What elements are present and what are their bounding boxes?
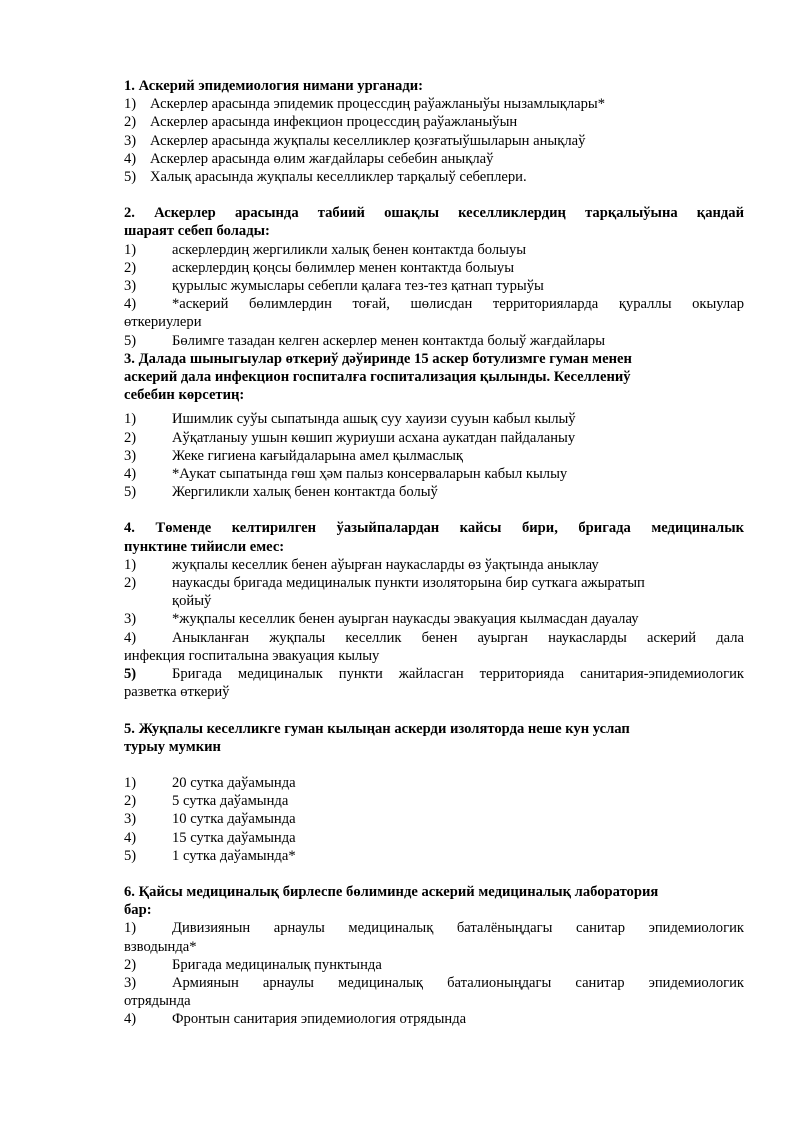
option-text: аскерлердиң жергиликли халық бенен контактда болыуы [172,241,527,258]
option-text: Аныкланған жуқпалы кеселлик бенен ауырган наукасларды аскерий дала [172,629,744,646]
question-6-option-4 [124,1010,744,1028]
option-number: 4) [124,829,137,846]
question-2-title-line-1: 2. Аскерлер арасында табиий ошақлы кеселликлердиң тарқалыўына қандай [124,205,744,222]
option-number: 5) [124,847,137,864]
option-number: 4) [124,296,137,313]
question-3-option-4 [124,465,744,483]
question-5-title-line-2: турыу мумкин [124,738,221,755]
option-number: 5) [124,666,137,683]
question-5-option-3 [124,810,744,828]
option-text: Бөлимге тазадан келген аскерлер менен контактда болыў жағдайлары [172,332,606,349]
question-4-option-2-continuation: қойыў [172,593,212,610]
option-number: 3) [124,447,137,464]
question-1-title: 1. Аскерий эпидемиология нимани урганади: [124,78,423,94]
question-2-title-line-2: шараят себеп болады: [124,223,270,240]
option-number: 5) [124,332,137,349]
option-number: 4) [124,466,137,483]
option-number: 3) [124,811,137,828]
question-4-option-4-continuation: инфекция госпиталына эвакуация кылыу [124,647,380,664]
option-text: Фронтын санитария эпидемиология отрядында [172,1011,467,1028]
question-6-option-3-continuation: отрядында [124,993,191,1010]
question-5-option-5 [124,847,744,865]
question-5-option-4 [124,829,744,847]
option-number: 4) [124,150,137,167]
option-text: *Аукат сыпатында гөш ҳәм палыз консерваларын кабыл кылыу [172,466,568,483]
option-text: Халық арасында жуқпалы кеселликлер тарқалыў себеплери. [150,169,527,186]
question-1-option-4 [124,150,744,168]
option-number: 2) [124,259,137,276]
question-1-option-2 [124,113,744,131]
question-6-title-line-2: бар: [124,902,152,919]
option-text: 15 сутка даўамында [172,829,296,846]
option-text: Бригада медициналық пунктында [172,956,382,973]
question-4-option-2 [124,574,744,592]
question-2-option-4 [124,295,744,313]
question-3-option-5 [124,483,744,501]
option-text: Аскерлер арасында инфекцион процессдиң раўажланыўын [150,114,518,131]
question-6-title-line-1: 6. Қайсы медициналық бирлеспе бөлиминде аскерий медициналық лаборатория [124,883,659,900]
question-4-option-5-continuation: разветка өткериў [124,684,230,701]
option-text: 20 сутка даўамында [172,774,296,791]
question-4-option-3 [124,610,744,628]
option-number: 2) [124,575,137,592]
option-number: 1) [124,411,137,428]
question-3-option-1 [124,410,744,428]
option-number: 1) [124,774,137,791]
question-2-option-4-continuation: өткериулери [124,314,202,331]
option-number: 1) [124,556,137,573]
option-number: 4) [124,1011,137,1028]
option-text: Аўқатланыу ушын көшип журиуши асхана аукатдан пайдаланыу [172,429,576,446]
option-text: аскерлердиң қоңсы бөлимлер менен контактда болыуы [172,259,515,276]
document-page [124,77,744,1029]
option-text: Жергиликли халық бенен контактда болыў [172,484,438,501]
option-text: Аскерлер арасында өлим жағдайлары себебин анықлаў [150,150,494,167]
option-number: 2) [124,114,137,131]
question-6-option-1-continuation: взводында* [124,938,197,955]
question-2-option-1 [124,241,744,259]
question-4-option-4 [124,629,744,647]
option-text: Ишимлик суўы сыпатында ашық суу хауизи сууын кабыл кылыў [172,411,576,428]
option-text: 10 сутка даўамында [172,811,296,828]
question-2-option-3 [124,277,744,295]
option-number: 5) [124,169,137,186]
option-text: *аскерий бөлимлердин тоғай, шөлисдан территорияларда қураллы окыулар [172,296,744,313]
option-text: *жуқпалы кеселлик бенен ауырган наукасды эвакуация кылмасдан дауалау [172,611,639,628]
question-5-title-line-1: 5. Жуқпалы кеселликге гуман кылыңан аскерди изоляторда неше кун услап [124,720,630,737]
option-text: Дивизиянын арнаулы медициналық баталёныңдагы санитар эпидемиологик [172,920,744,937]
option-number: 2) [124,793,137,810]
option-text: Бригада медициналык пункти жайласган территорияда санитария-эпидемиологик [172,666,744,683]
option-number: 3) [124,132,137,149]
question-4-title-line-1: 4. Төменде келтирилген ўазыйпалардан кайсы бири, бригада медициналык [124,520,744,537]
option-text: жуқпалы кеселлик бенен аўырған наукасларды өз ўақтында аныклау [172,556,599,573]
question-3-option-3 [124,447,744,465]
option-text: 5 сутка даўамында [172,793,289,810]
question-1-option-1 [124,95,744,113]
option-number: 1) [124,96,137,113]
question-1-option-3 [124,132,744,150]
option-text: наукасды бригада медициналык пункти изоляторына бир суткага ажыратып [172,575,645,592]
question-6-option-1 [124,919,744,937]
question-2-option-2 [124,259,744,277]
question-3-title-line-3: себебин көрсетиң: [124,387,245,404]
question-6-option-3 [124,974,744,992]
option-number: 4) [124,629,137,646]
option-text: қурылыс жумыслары себепли қалаға тез-тез қатнап турыўы [172,278,544,295]
question-5-option-1 [124,774,744,792]
question-4-option-1 [124,556,744,574]
question-2-option-5 [124,332,744,350]
question-3-title-line-2: аскерий дала инфекцион госпиталға госпитализация қылынды. Кеселлениў [124,369,631,386]
option-number: 1) [124,920,137,937]
option-number: 2) [124,956,137,973]
option-text: Жеке гигиена кағыйдаларына амел қылмаслық [172,447,464,464]
option-number: 3) [124,611,137,628]
option-text: 1 сутка даўамында* [172,847,296,864]
option-number: 1) [124,241,137,258]
option-text: Аскерлер арасында жуқпалы кеселликлер қозғатыўшыларын анықлаў [150,132,586,149]
option-number: 3) [124,278,137,295]
question-4-title-line-2: пунктине тийисли емес: [124,538,285,555]
option-text: Армиянын арнаулы медициналық баталионыңдагы санитар эпидемиологик [172,974,744,991]
option-number: 5) [124,484,137,501]
question-3-option-2 [124,429,744,447]
option-text: Аскерлер арасында эпидемик процессдиң раўажланыўы нызамлықлары* [150,96,606,113]
question-1-option-5 [124,168,744,186]
question-3-title-line-1: 3. Далада шыныгыулар өткериў дәўиринде 15 аскер ботулизмге гуман менен [124,350,632,367]
option-number: 2) [124,429,137,446]
question-6-option-2 [124,956,744,974]
question-5-option-2 [124,792,744,810]
option-number: 3) [124,974,137,991]
question-4-option-5 [124,665,744,683]
